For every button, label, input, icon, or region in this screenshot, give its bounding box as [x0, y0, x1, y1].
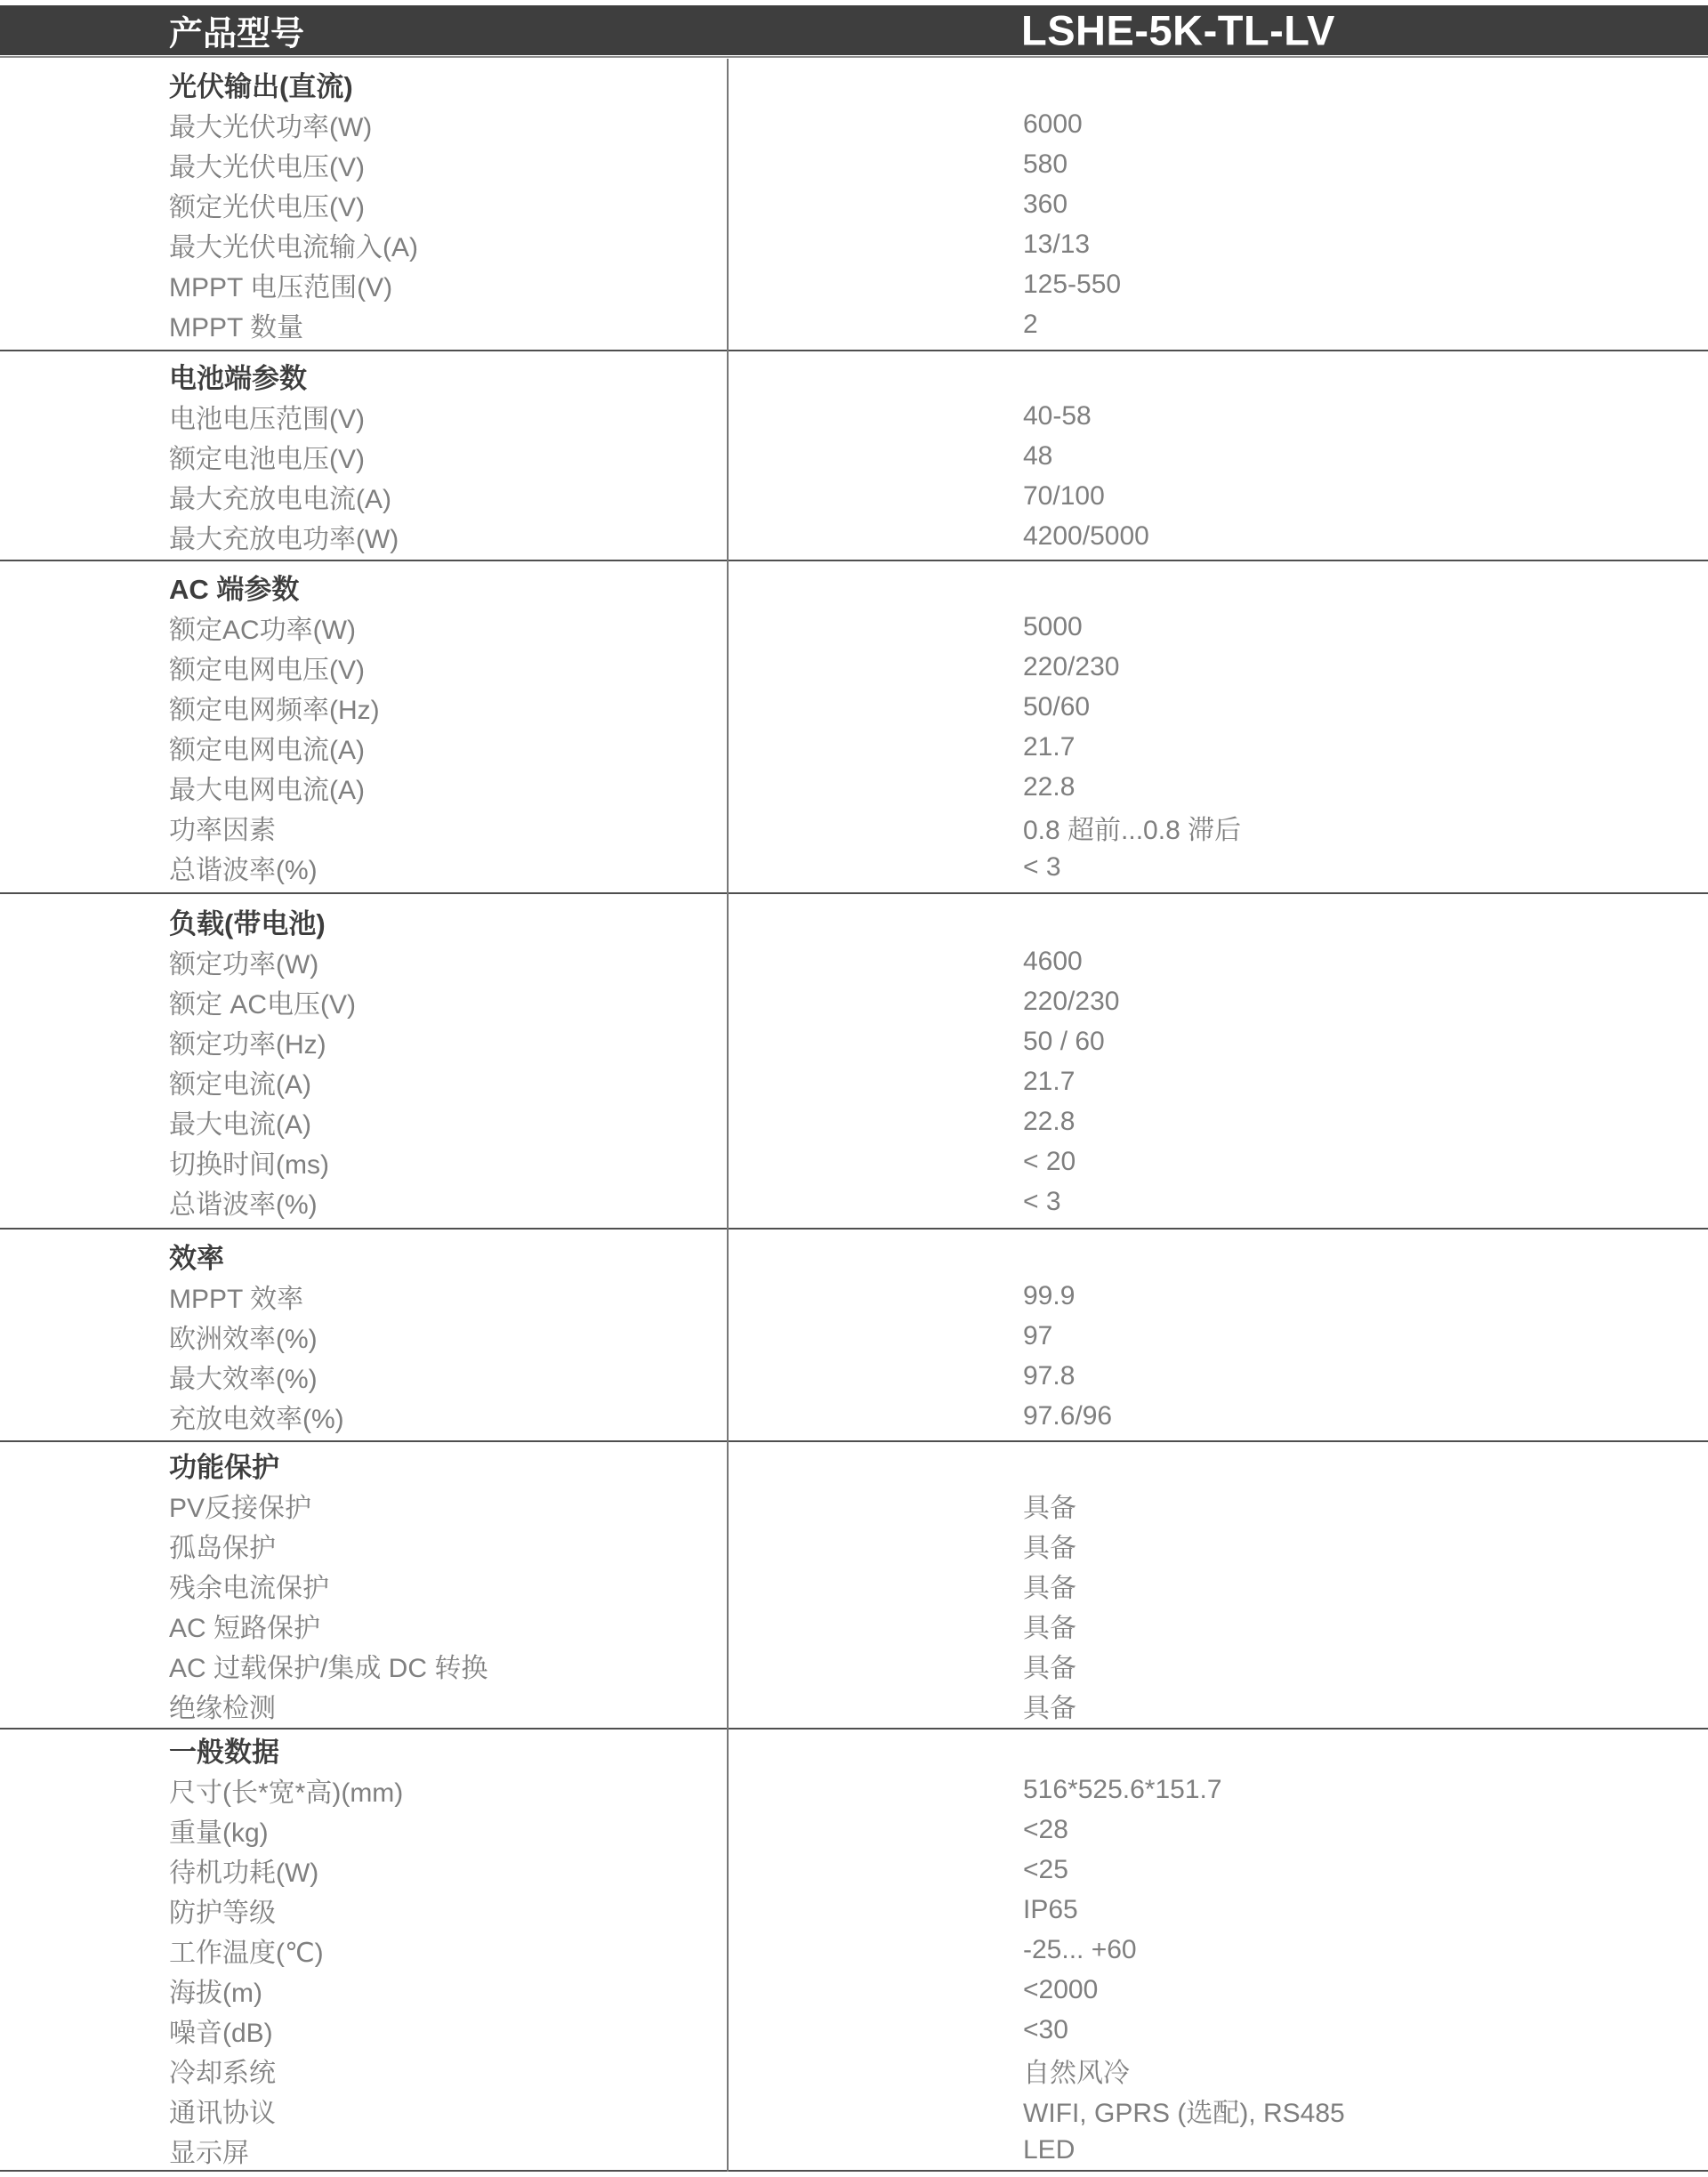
spec-label: 最大光伏电流输入(A) — [169, 232, 418, 262]
spec-row — [0, 1810, 1708, 1850]
spec-value: 5000 — [1023, 611, 1083, 641]
spec-label: 切换时间(ms) — [169, 1149, 329, 1180]
section-1 — [0, 59, 1708, 351]
spec-value: 具备 — [1023, 1533, 1076, 1563]
spec-label: MPPT 效率 — [169, 1284, 304, 1314]
spec-value: 99.9 — [1023, 1280, 1076, 1310]
spec-label: 最大充放电电流(A) — [169, 484, 391, 514]
spec-value: 6000 — [1023, 109, 1083, 139]
spec-row — [0, 981, 1708, 1021]
spec-value: 具备 — [1023, 1573, 1076, 1603]
spec-value: 97.6/96 — [1023, 1400, 1113, 1431]
spec-label: 最大电流(A) — [169, 1109, 311, 1140]
spec-label: 额定功率(W) — [169, 949, 319, 980]
spec-label: 额定AC功率(W) — [169, 615, 356, 645]
spec-row — [0, 1565, 1708, 1605]
spec-value: <25 — [1023, 1854, 1068, 1884]
spec-label: 残余电流保护 — [169, 1573, 329, 1603]
spec-label: 总谐波率(%) — [169, 1189, 318, 1220]
spec-label: 最大光伏功率(W) — [169, 112, 373, 142]
section-title-row — [0, 64, 1708, 104]
spec-value: 2 — [1023, 309, 1038, 339]
spec-label: 工作温度(℃) — [169, 1938, 324, 1968]
spec-row — [0, 1061, 1708, 1101]
spec-value: WIFI, GPRS (选配), RS485 — [1023, 2098, 1345, 2128]
spec-value: 40-58 — [1023, 400, 1092, 431]
spec-row — [0, 264, 1708, 304]
spec-label: 电池电压范围(V) — [169, 404, 365, 434]
spec-value: 516*525.6*151.7 — [1023, 1774, 1222, 1804]
spec-label: PV反接保护 — [169, 1493, 312, 1523]
section-title: 功能保护 — [169, 1452, 279, 1483]
spec-row — [0, 847, 1708, 887]
spec-row — [0, 2010, 1708, 2050]
spec-row — [0, 807, 1708, 847]
section-title: 一般数据 — [169, 1737, 279, 1768]
spec-row — [0, 1181, 1708, 1222]
spec-row — [0, 647, 1708, 687]
spec-label: 重量(kg) — [169, 1818, 269, 1848]
spec-row — [0, 2050, 1708, 2090]
spec-label: 待机功耗(W) — [169, 1858, 319, 1888]
section-4 — [0, 894, 1708, 1230]
spec-label: 冷却系统 — [169, 2058, 276, 2088]
section-title: 效率 — [169, 1243, 224, 1274]
section-title-row — [0, 1730, 1708, 1770]
spec-label: 额定电流(A) — [169, 1069, 311, 1100]
spec-row — [0, 1850, 1708, 1890]
spec-value: 13/13 — [1023, 229, 1091, 259]
spec-label: 充放电效率(%) — [169, 1404, 344, 1434]
spec-value: < 3 — [1023, 1186, 1061, 1216]
spec-row — [0, 1890, 1708, 1930]
spec-label: 额定光伏电压(V) — [169, 192, 365, 222]
spec-value: 97.8 — [1023, 1360, 1076, 1391]
spec-row — [0, 1770, 1708, 1810]
spec-value: 70/100 — [1023, 480, 1105, 511]
spec-value: 4200/5000 — [1023, 520, 1149, 551]
spec-label: 额定电池电压(V) — [169, 444, 365, 474]
spec-label: 绝缘检测 — [169, 1693, 276, 1723]
spec-value: 21.7 — [1023, 731, 1076, 762]
spec-label: MPPT 数量 — [169, 312, 304, 343]
header-product-model-value: LSHE-5K-TL-LV — [1021, 6, 1335, 54]
spec-row — [0, 2090, 1708, 2130]
spec-value: 具备 — [1023, 1493, 1076, 1523]
spec-row — [0, 184, 1708, 224]
spec-row — [0, 1485, 1708, 1525]
spec-label: 最大效率(%) — [169, 1364, 318, 1394]
spec-row — [0, 304, 1708, 344]
spec-row — [0, 1276, 1708, 1316]
spec-row — [0, 687, 1708, 727]
spec-row — [0, 1525, 1708, 1565]
section-2 — [0, 351, 1708, 561]
spec-value: 具备 — [1023, 1693, 1076, 1723]
spec-value: 22.8 — [1023, 1106, 1076, 1136]
section-title-row — [0, 356, 1708, 396]
spec-row — [0, 941, 1708, 981]
spec-label: AC 过载保护/集成 DC 转换 — [169, 1653, 488, 1683]
spec-row — [0, 767, 1708, 807]
spec-row — [0, 1101, 1708, 1141]
spec-row — [0, 1930, 1708, 1970]
spec-value: 21.7 — [1023, 1066, 1076, 1096]
spec-label: AC 短路保护 — [169, 1613, 321, 1643]
spec-row — [0, 476, 1708, 516]
spec-value: -25... +60 — [1023, 1934, 1137, 1964]
spec-row — [0, 1396, 1708, 1436]
spec-row — [0, 516, 1708, 556]
spec-value: <2000 — [1023, 1974, 1099, 2004]
spec-row — [0, 607, 1708, 647]
spec-label: MPPT 电压范围(V) — [169, 272, 393, 302]
spec-row — [0, 1970, 1708, 2010]
spec-value: 4600 — [1023, 946, 1083, 976]
spec-value: 0.8 超前...0.8 滞后 — [1023, 815, 1242, 845]
section-title: AC 端参数 — [169, 574, 300, 605]
spec-label: 额定功率(Hz) — [169, 1029, 326, 1060]
section-title-row — [0, 567, 1708, 607]
spec-label: 最大光伏电压(V) — [169, 152, 365, 182]
spec-row — [0, 104, 1708, 144]
spec-label: 额定电网电压(V) — [169, 655, 365, 685]
spec-label: 孤岛保护 — [169, 1533, 276, 1563]
spec-label: 欧洲效率(%) — [169, 1324, 318, 1354]
section-3 — [0, 561, 1708, 894]
spec-row — [0, 396, 1708, 436]
spec-label: 尺寸(长*宽*高)(mm) — [169, 1778, 404, 1808]
spec-row — [0, 727, 1708, 767]
spec-row — [0, 1645, 1708, 1685]
spec-label: 最大充放电功率(W) — [169, 524, 399, 554]
spec-value: 360 — [1023, 189, 1068, 219]
spec-value: 具备 — [1023, 1613, 1076, 1643]
spec-label: 额定 AC电压(V) — [169, 989, 356, 1020]
spec-row — [0, 436, 1708, 476]
spec-label: 额定电网电流(A) — [169, 735, 365, 765]
section-title-row — [0, 901, 1708, 941]
spec-row — [0, 1605, 1708, 1645]
spec-label: 通讯协议 — [169, 2098, 276, 2128]
column-divider — [727, 59, 729, 2172]
section-7 — [0, 1730, 1708, 2172]
spec-value: 220/230 — [1023, 986, 1120, 1016]
spec-value: LED — [1023, 2134, 1076, 2165]
spec-sections — [0, 59, 1708, 2172]
spec-row — [0, 1685, 1708, 1725]
spec-value: <28 — [1023, 1814, 1068, 1844]
spec-label: 功率因素 — [169, 815, 276, 845]
spec-value: < 20 — [1023, 1146, 1076, 1176]
spec-value: 48 — [1023, 440, 1053, 471]
spec-value: < 3 — [1023, 851, 1061, 882]
spec-value: 50/60 — [1023, 691, 1091, 722]
spec-label: 最大电网电流(A) — [169, 775, 365, 805]
table-header-bar — [0, 5, 1708, 55]
spec-label: 额定电网频率(Hz) — [169, 695, 380, 725]
section-5 — [0, 1230, 1708, 1442]
section-title: 光伏输出(直流) — [169, 71, 353, 102]
spec-value: 580 — [1023, 149, 1068, 179]
header-product-model-label: 产品型号 — [169, 15, 305, 53]
spec-row — [0, 1021, 1708, 1061]
spec-label: 噪音(dB) — [169, 2018, 273, 2048]
spec-value: 22.8 — [1023, 771, 1076, 802]
spec-row — [0, 144, 1708, 184]
spec-value: 125-550 — [1023, 269, 1122, 299]
header-underline — [0, 56, 1708, 58]
spec-value: 具备 — [1023, 1653, 1076, 1683]
spec-value: <30 — [1023, 2014, 1068, 2044]
spec-row — [0, 1316, 1708, 1356]
section-6 — [0, 1442, 1708, 1730]
spec-row — [0, 224, 1708, 264]
spec-value: IP65 — [1023, 1894, 1078, 1924]
section-title-row — [0, 1445, 1708, 1485]
spec-row — [0, 2130, 1708, 2170]
section-title-row — [0, 1236, 1708, 1276]
spec-row — [0, 1141, 1708, 1181]
spec-label: 显示屏 — [169, 2138, 249, 2168]
spec-value: 自然风冷 — [1023, 2058, 1130, 2088]
spec-label: 总谐波率(%) — [169, 855, 318, 885]
spec-value: 220/230 — [1023, 651, 1120, 681]
spec-value: 97 — [1023, 1320, 1053, 1351]
section-title: 电池端参数 — [169, 363, 307, 394]
spec-value: 50 / 60 — [1023, 1026, 1105, 1056]
spec-row — [0, 1356, 1708, 1396]
spec-label: 防护等级 — [169, 1898, 276, 1928]
spec-label: 海拔(m) — [169, 1978, 262, 2008]
section-title: 负载(带电池) — [169, 908, 326, 939]
